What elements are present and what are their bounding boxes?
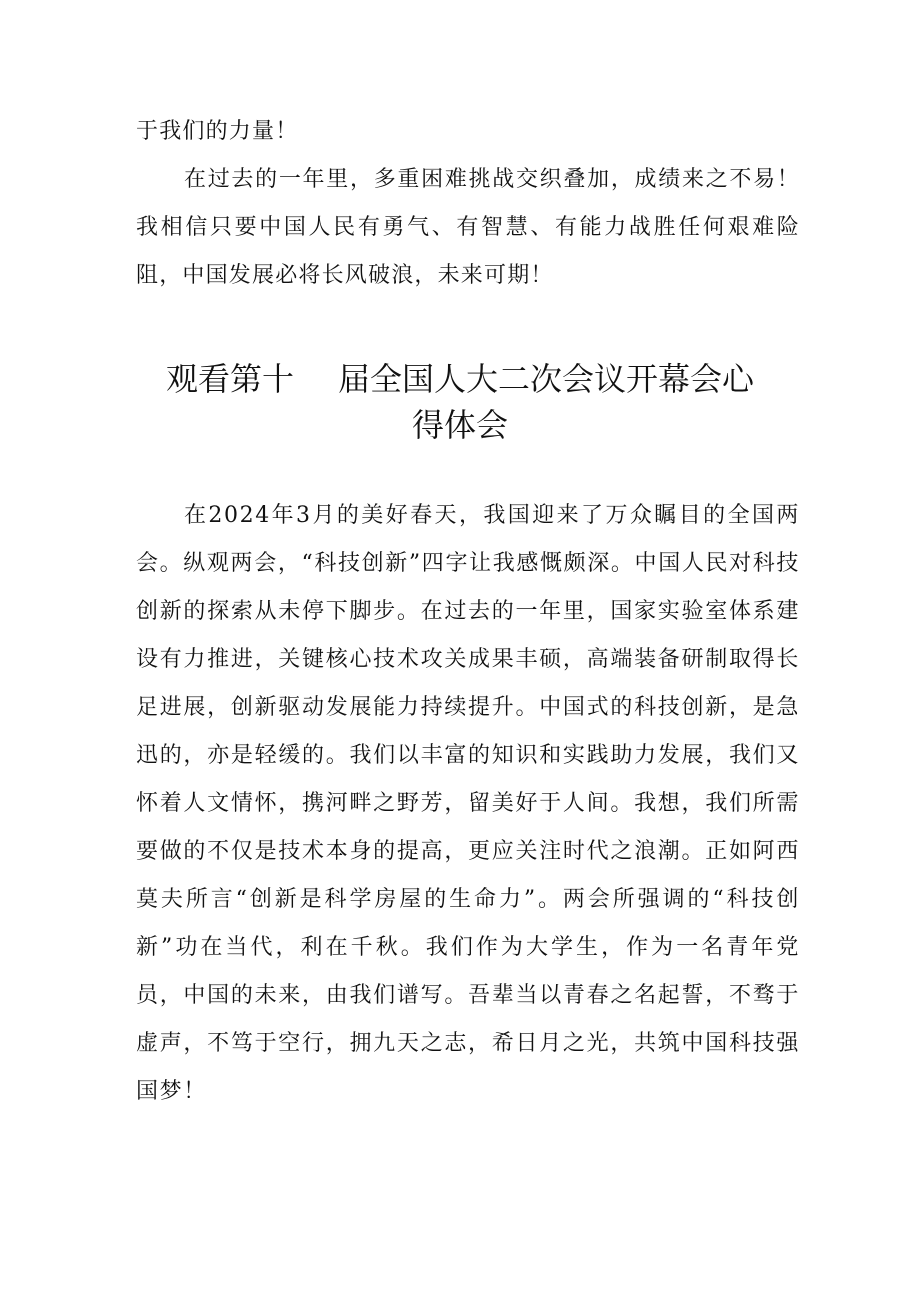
article-body: 在2024年3月的美好春天，我国迎来了万众瞩目的全国两会。纵观两会，“科技创新”四字让我感慨颇深。中国人民对科技创新的探索从未停下脚步。在过去的一年里，国家实验室体系建设有力推进，关键核心技术攻关成果丰硕，高端装备研制取得长足进展，创新驱动发展能力持续提升。中国式的科技创新，是急迅的，亦是轻缓的。我们以丰富的知识和实践助力发展，我们又怀着人文情怀，携河畔之野芳，留美好于人间。我想，我们所需要做的不仅是技术本身的提高，更应关注时代之浪潮。正如阿西莫夫所言“创新是科学房屋的生命力”。两会所强调的“科技创新”功在当代，利在千秋。我们作为大学生，作为一名青年党员，中国的未来，由我们谱写。吾辈当以青春之名起誓，不骛于虚声，不笃于空行，拥九天之志，希日月之光，共筑中国科技强国梦！	[136, 503, 800, 1104]
paragraph-past-year: 在过去的一年里，多重困难挑战交织叠加，成绩来之不易！我相信只要中国人民有勇气、有智慧、有能力战胜任何艰难险阻，中国发展必将长风破浪，未来可期！	[136, 167, 800, 288]
article-title-part-1: 观看第十	[165, 360, 294, 398]
paragraph-continued: 于我们的力量！	[136, 119, 299, 144]
article-title-part-3: 得体会	[411, 406, 508, 444]
article-title	[120, 356, 800, 448]
article-title-part-2: 届全国人大二次会议开幕会心	[338, 360, 755, 398]
